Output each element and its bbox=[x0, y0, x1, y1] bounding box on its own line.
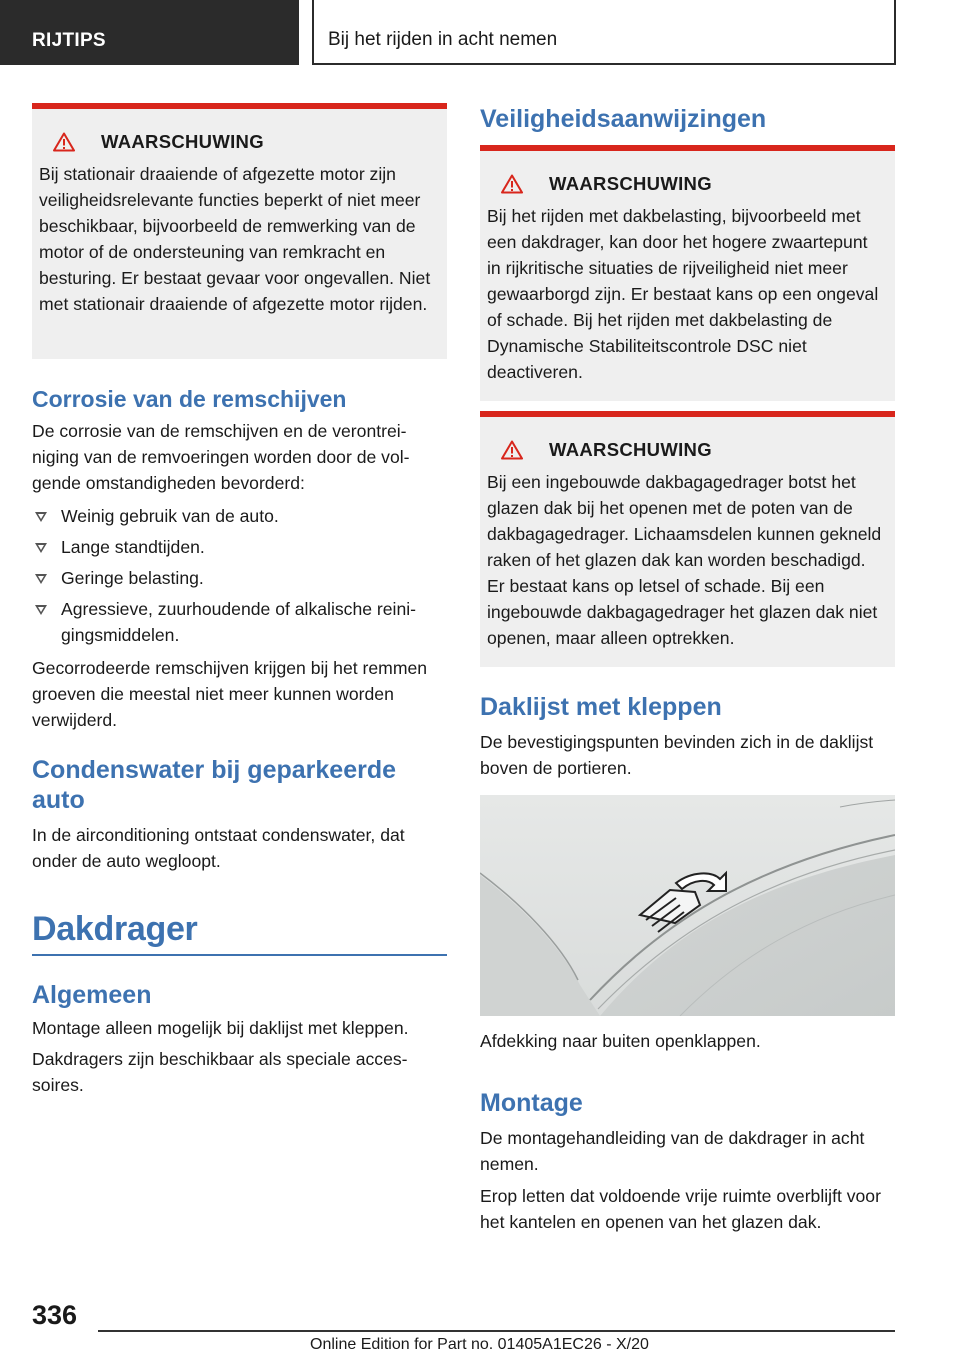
footer-edition: Online Edition for Part no. 01405A1EC26 - X/20 bbox=[310, 1336, 649, 1353]
roof-flap-illustration bbox=[480, 795, 895, 1016]
warning-heading bbox=[39, 131, 437, 153]
warning-text: Bij stationair draaiende of afgezette motor zijn veiligheidsrelevante functies beperkt of niet meer beschikbaar, bijvoorbeeld de remwerking van de motor of de ondersteuning van remkracht en besturing. Er bestaat gevaar voor ongevallen. Niet met stationair draaiende of afgezette motor rijden. bbox=[39, 164, 431, 314]
warning-triangle-icon bbox=[53, 132, 75, 152]
algemeen-p2: Dakdragers zijn beschikbaar als speciale accessoires. bbox=[32, 1049, 408, 1095]
header-chapter-title: Bij het rijden in acht nemen bbox=[312, 0, 896, 65]
heading-underline bbox=[32, 954, 447, 956]
montage-p1: De montagehandleiding van de dakdrager in acht nemen. bbox=[480, 1128, 865, 1174]
corrosion-list bbox=[32, 503, 447, 653]
warning-text: Bij een ingebouwde dakbagagedrager botst het glazen dak bij het openen met de poten van de dakbagagedrager. Lichaamsdelen kunnen gekneld raken of het glazen dak kan worden beschadigd. Er bestaat kans op letsel of schade. Bij een ingebouwde dakbagagedrager het glazen dak niet openen, maar alleen optrekken. bbox=[487, 472, 882, 648]
photo-caption: Afdekking naar buiten openklappen. bbox=[480, 1031, 761, 1051]
section-heading-algemeen: Algemeen bbox=[32, 981, 152, 1009]
footer-divider bbox=[98, 1330, 895, 1332]
chapter-heading-dakdrager: Dakdrager bbox=[32, 910, 198, 948]
list-item: Weinig gebruik van de auto. bbox=[32, 503, 447, 529]
warning-label: WAARSCHUWING bbox=[101, 131, 264, 152]
warning-triangle-icon bbox=[501, 440, 523, 460]
warning-heading bbox=[487, 173, 885, 195]
warning-box-engine bbox=[32, 103, 447, 359]
warning-label: WAARSCHUWING bbox=[549, 439, 712, 460]
montage-p2: Erop letten dat voldoende vrije ruimte overblijft voor het kantelen en openen van het glazen dak. bbox=[480, 1186, 881, 1232]
warning-triangle-icon bbox=[501, 174, 523, 194]
condens-text: In de airconditioning ontstaat condenswater, dat onder de auto wegloopt. bbox=[32, 825, 405, 871]
bullet-triangle-icon bbox=[35, 543, 47, 553]
section-heading-condens: Condenswater bij geparkeerde auto bbox=[32, 756, 397, 814]
list-item: Lange standtijden. bbox=[32, 534, 447, 560]
list-item: Geringe belasting. bbox=[32, 565, 447, 591]
section-heading-corrosion: Corrosie van de remschijven bbox=[32, 386, 347, 412]
section-heading-montage: Montage bbox=[480, 1089, 583, 1117]
bullet-triangle-icon bbox=[35, 605, 47, 615]
corrosion-outro: Gecorrodeerde remschijven krijgen bij het remmen groeven die meestal niet meer kunnen worden verwijderd. bbox=[32, 658, 428, 730]
roof-strip-photo bbox=[480, 795, 895, 1016]
section-heading-daklijst: Daklijst met kleppen bbox=[480, 693, 722, 721]
algemeen-p1: Montage alleen mogelijk bij daklijst met kleppen. bbox=[32, 1018, 409, 1038]
warning-box-glassroof bbox=[480, 411, 895, 667]
warning-box-roofload bbox=[480, 145, 895, 401]
warning-text: Bij het rijden met dakbelasting, bijvoorbeeld met een dakdrager, kan door het hogere zwaartepunt in rijkritische situaties de rijveiligheid niet meer gewaarborgd zijn. Er bestaat kans op een ongeval of schade. Bij het rijden met dakbelasting de Dynamische Stabiliteitscontrole DSC niet deactiveren. bbox=[487, 206, 879, 382]
corrosion-intro: De corrosie van de remschijven en de verontreiniging van de remvoeringen worden door de volgende omstandigheden bevorderd: bbox=[32, 421, 410, 493]
bullet-triangle-icon bbox=[35, 512, 47, 522]
bullet-triangle-icon bbox=[35, 574, 47, 584]
list-item: Agressieve, zuurhoudende of alkalische reinigingsmiddelen. bbox=[32, 596, 447, 648]
daklijst-text: De bevestigingspunten bevinden zich in de daklijst boven de portieren. bbox=[480, 732, 874, 778]
section-heading-safety: Veiligheidsaanwijzingen bbox=[480, 105, 767, 133]
warning-heading bbox=[487, 439, 885, 461]
page-number: 336 bbox=[32, 1300, 78, 1330]
warning-label: WAARSCHUWING bbox=[549, 173, 712, 194]
header-section-label: RIJTIPS bbox=[0, 0, 299, 65]
